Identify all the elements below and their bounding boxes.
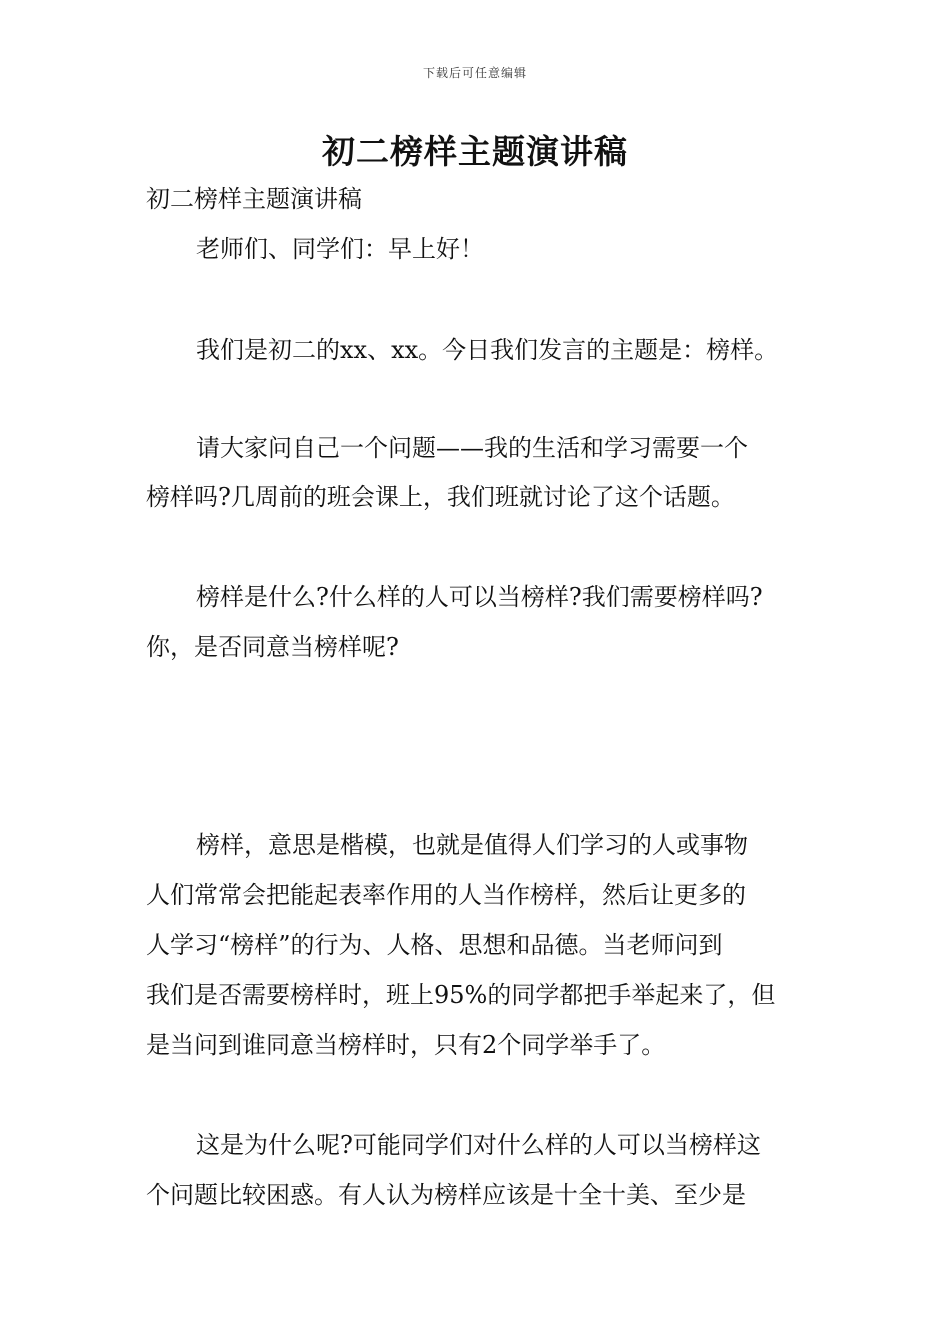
- paragraph-line: 我们是初二的xx、xx。今日我们发言的主题是：榜样。: [196, 336, 779, 364]
- paragraph-line: 人们常常会把能起表率作用的人当作榜样，然后让更多的: [146, 881, 746, 909]
- greeting-line: 老师们、同学们：早上好！: [196, 235, 484, 263]
- paragraph-line: 榜样吗?几周前的班会课上，我们班就讨论了这个话题。: [146, 483, 735, 511]
- paragraph-line: 人学习“榜样”的行为、人格、思想和品德。当老师问到: [146, 931, 723, 959]
- paragraph-line: 榜样是什么?什么样的人可以当榜样?我们需要榜样吗?: [196, 583, 763, 611]
- paragraph-line: 你，是否同意当榜样呢?: [146, 633, 399, 661]
- subtitle-line: 初二榜样主题演讲稿: [146, 185, 362, 213]
- document-title: 初二榜样主题演讲稿: [322, 132, 628, 171]
- page-header-note: 下载后可任意编辑: [422, 66, 527, 80]
- paragraph-line: 请大家问自己一个问题——我的生活和学习需要一个: [196, 434, 748, 462]
- paragraph-line: 我们是否需要榜样时，班上95%的同学都把手举起来了，但: [146, 981, 776, 1009]
- paragraph-line: 榜样，意思是楷模，也就是值得人们学习的人或事物: [196, 831, 748, 859]
- paragraph-line: 这是为什么呢?可能同学们对什么样的人可以当榜样这: [196, 1131, 761, 1159]
- paragraph-line: 个问题比较困惑。有人认为榜样应该是十全十美、至少是: [146, 1181, 746, 1209]
- paragraph-line: 是当问到谁同意当榜样时，只有2个同学举手了。: [146, 1031, 666, 1059]
